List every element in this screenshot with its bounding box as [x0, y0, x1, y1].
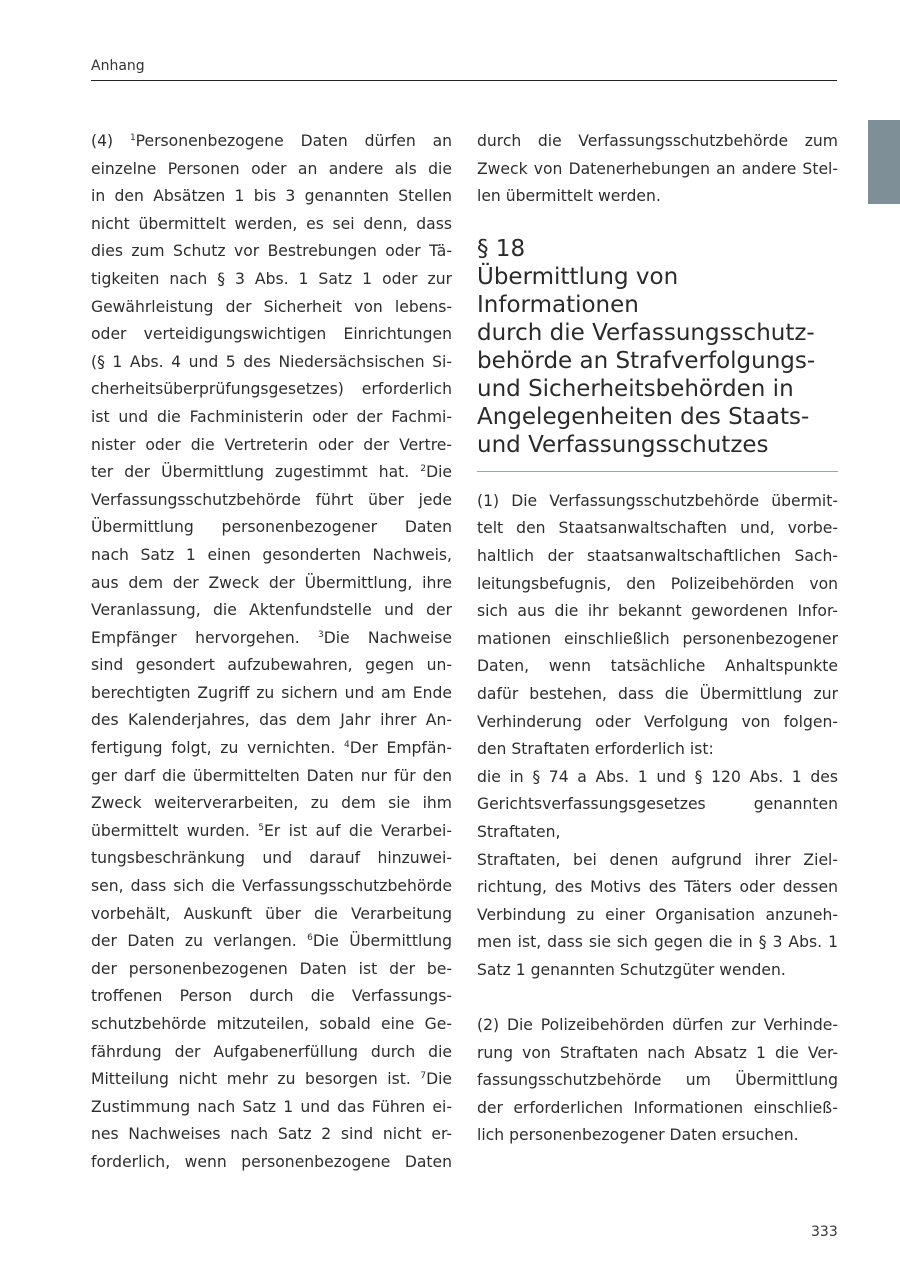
text-fragment: fährdung der Aufgabenerfüllung durch die	[91, 1042, 452, 1061]
text-line	[91, 1011, 452, 1039]
section-title-line: und Sicherheitsbehörden in	[477, 375, 794, 402]
paragraph-1	[477, 488, 838, 764]
text-fragment: Der Empfän-	[349, 739, 452, 758]
text-line	[91, 404, 452, 432]
text-line	[91, 790, 452, 818]
text-line	[91, 432, 452, 460]
text-fragment: Mitteilung nicht mehr zu besorgen ist.	[91, 1070, 421, 1089]
text-line	[91, 707, 452, 735]
text-fragment: Veranlassung, die Aktenfundstelle und der	[91, 601, 452, 620]
text-line	[91, 542, 452, 570]
text-fragment: der personenbezogenen Daten ist der be-	[91, 959, 452, 978]
text-fragment: Empfänger hervorgehen.	[91, 628, 318, 647]
text-line	[91, 845, 452, 873]
text-line: rung von Straftaten nach Absatz 1 die Ver-	[477, 1043, 838, 1062]
text-fragment: troffenen Person durch die Verfassungs-	[91, 987, 452, 1006]
text-fragment: nister oder die Vertreterin oder der Vertre-	[91, 435, 452, 454]
text-fragment: ger darf die übermittelten Daten nur für den	[91, 766, 452, 785]
right-column	[477, 128, 838, 1150]
list-item-1	[477, 764, 838, 847]
text-line	[91, 487, 452, 515]
text-line	[91, 1121, 452, 1149]
text-line	[91, 1039, 452, 1067]
paragraph-gap	[477, 984, 838, 1012]
section-title-line: durch die Verfassungsschutz-	[477, 319, 815, 346]
text-line	[91, 321, 452, 349]
text-line	[91, 183, 452, 211]
text-fragment: Die Übermittlung	[312, 932, 452, 951]
sentence-number: 1	[129, 133, 136, 143]
text-fragment: schutzbehörde mitzuteilen, sobald eine Ge-	[91, 1015, 452, 1033]
text-line	[91, 156, 452, 184]
text-fragment: in den Absätzen 1 bis 3 genannten Stellen	[91, 187, 452, 206]
text-line	[91, 956, 452, 984]
text-fragment: Er ist auf die Verarbei-	[263, 821, 453, 840]
running-head: Anhang	[91, 58, 145, 74]
text-line: richtung, des Motivs des Täters oder dessen	[477, 878, 838, 897]
text-fragment: nes Nachweises nach Satz 2 sind nicht er-	[91, 1125, 452, 1144]
text-fragment: cherheitsüberprüfungsgesetzes) erforderlich	[91, 380, 452, 399]
text-fragment: (§ 1 Abs. 4 und 5 des Niedersächsischen Si-	[91, 352, 452, 371]
text-line	[91, 818, 452, 846]
text-fragment: aus dem der Zweck der Übermittlung, ihre	[91, 573, 452, 592]
thumb-index-tab	[868, 120, 900, 204]
text-line: Daten, wenn tatsächliche Anhaltspunkte	[477, 657, 838, 676]
text-line: len übermittelt werden.	[477, 187, 661, 206]
text-line: telt den Staatsanwaltschaften und, vorbe-	[477, 519, 838, 538]
text-fragment: dies zum Schutz vor Bestrebungen oder Tä-	[91, 242, 452, 261]
text-line: men ist, dass sie sich gegen die in § 3 Abs. 1	[477, 933, 838, 952]
text-line	[91, 1094, 452, 1122]
text-line: die in § 74 a Abs. 1 und § 120 Abs. 1 des	[477, 767, 838, 786]
text-line: sich aus die ihr bekannt gewordenen Infor-	[477, 602, 838, 621]
left-column	[91, 128, 452, 1177]
text-line: leitungsbefugnis, den Polizeibehörden von	[477, 574, 838, 593]
section-title-line: und Verfassungsschutzes	[477, 431, 769, 458]
text-line: dafür bestehen, dass die Übermittlung zur	[477, 684, 838, 703]
sentence-number: 3	[317, 629, 324, 640]
text-line	[91, 1066, 452, 1094]
text-fragment: Übermittlung personenbezogener Daten	[91, 518, 452, 537]
text-line: durch die Verfassungsschutzbehörde zum	[477, 132, 838, 150]
text-line: Straftaten, bei denen aufgrund ihrer Ziel-	[477, 850, 838, 869]
text-fragment: übermittelt wurden.	[91, 821, 259, 840]
text-line	[91, 349, 452, 377]
text-fragment: einzelne Personen oder an andere als die	[91, 159, 452, 178]
text-fragment: Personenbezogene Daten dürfen an	[135, 132, 453, 150]
list-item-2	[477, 847, 838, 985]
text-line	[91, 873, 452, 901]
text-line: haltlich der staatsanwaltschaftlichen Sach-	[477, 546, 838, 565]
continuation-text	[477, 128, 838, 211]
header-rule	[91, 80, 837, 81]
text-fragment: tungsbeschränkung und darauf hinzuwei-	[91, 849, 452, 868]
section-title-rule	[477, 471, 838, 472]
text-fragment: Gewährleistung der Sicherheit von lebens-	[91, 297, 452, 316]
text-line: Zweck von Datenerhebungen an andere Stel-	[477, 159, 838, 178]
text-fragment: nach Satz 1 einen gesonderten Nachweis,	[91, 545, 452, 564]
sentence-number: 4	[344, 740, 350, 751]
text-line: (1) Die Verfassungsschutzbehörde übermit-	[477, 491, 838, 510]
text-line	[91, 570, 452, 598]
sentence-number: 2	[420, 464, 427, 475]
text-line	[91, 128, 452, 156]
text-line	[91, 763, 452, 791]
section-title-line: Angelegenheiten des Staats-	[477, 403, 810, 430]
text-line: den Straftaten erforderlich ist:	[477, 740, 714, 759]
text-fragment: oder verteidigungswichtigen Einrichtungen	[91, 325, 452, 344]
text-fragment: Zweck weiterverarbeiten, zu dem sie ihm	[91, 794, 452, 813]
text-fragment: tigkeiten nach § 3 Abs. 1 Satz 1 oder zur	[91, 269, 452, 288]
text-line	[91, 652, 452, 680]
text-fragment: berechtigten Zugriff zu sichern und am Ende	[91, 683, 452, 702]
text-line	[91, 211, 452, 239]
text-fragment: ter der Übermittlung zugestimmt hat.	[91, 463, 421, 482]
text-line: Straftaten,	[477, 822, 561, 841]
text-line	[91, 294, 452, 322]
paragraph-2	[477, 1012, 838, 1150]
text-fragment: Die	[426, 1070, 452, 1089]
text-line	[91, 514, 452, 542]
text-fragment: des Kalenderjahres, das dem Jahr ihrer An-	[91, 711, 452, 730]
text-line	[91, 238, 452, 266]
text-line: fassungsschutzbehörde um Übermittlung	[477, 1071, 838, 1090]
text-fragment: fertigung folgt, zu vernichten.	[91, 739, 345, 758]
text-fragment: sen, dass sich die Verfassungsschutzbehörde	[91, 877, 452, 896]
text-line: lich personenbezogener Daten ersuchen.	[477, 1126, 799, 1145]
sentence-number: 6	[307, 933, 313, 944]
text-line	[91, 983, 452, 1011]
text-line: Gerichtsverfassungsgesetzes genannten	[477, 795, 838, 814]
text-line	[91, 1149, 452, 1177]
text-line	[91, 459, 452, 487]
text-line	[91, 735, 452, 763]
text-line	[91, 266, 452, 294]
text-fragment: (4)	[91, 132, 130, 150]
text-fragment: Die	[426, 463, 452, 482]
text-line: Satz 1 genannten Schutzgüter wenden.	[477, 960, 786, 979]
section-number: § 18	[477, 235, 526, 262]
section-title-line: Übermittlung von Informationen	[477, 263, 679, 318]
text-fragment: vorbehält, Auskunft über die Verarbeitung	[91, 904, 452, 923]
text-fragment: der Daten zu verlangen.	[91, 932, 308, 951]
section-title	[477, 263, 838, 459]
text-line	[91, 901, 452, 929]
text-fragment: forderlich, wenn personenbezogene Daten	[91, 1152, 452, 1171]
text-line: der erforderlichen Informationen einschließ-	[477, 1098, 838, 1117]
text-fragment: Verfassungsschutzbehörde führt über jede	[91, 490, 452, 509]
text-fragment: nicht übermittelt werden, es sei denn, dass	[91, 214, 452, 233]
text-line: mationen einschließlich personenbezogener	[477, 629, 838, 648]
text-line	[91, 376, 452, 404]
text-fragment: ist und die Fachministerin oder der Fachmi-	[91, 407, 452, 426]
text-line	[91, 680, 452, 708]
text-line: Verhinderung oder Verfolgung von folgen-	[477, 712, 838, 731]
text-fragment: sind gesondert aufzubewahren, gegen un-	[91, 656, 452, 675]
text-line	[91, 625, 452, 653]
text-fragment: Zustimmung nach Satz 1 und das Führen ei-	[91, 1097, 452, 1116]
text-fragment: Die Nachweise	[323, 628, 453, 647]
section-title-line: behörde an Strafverfolgungs-	[477, 347, 816, 374]
text-line	[91, 597, 452, 625]
text-line: (2) Die Polizeibehörden dürfen zur Verhinde-	[477, 1016, 838, 1035]
text-line	[91, 928, 452, 956]
text-line: Verbindung zu einer Organisation anzuneh-	[477, 905, 838, 924]
sentence-number: 7	[420, 1071, 427, 1082]
sentence-number: 5	[258, 822, 264, 833]
page-number: 333	[811, 1224, 838, 1240]
